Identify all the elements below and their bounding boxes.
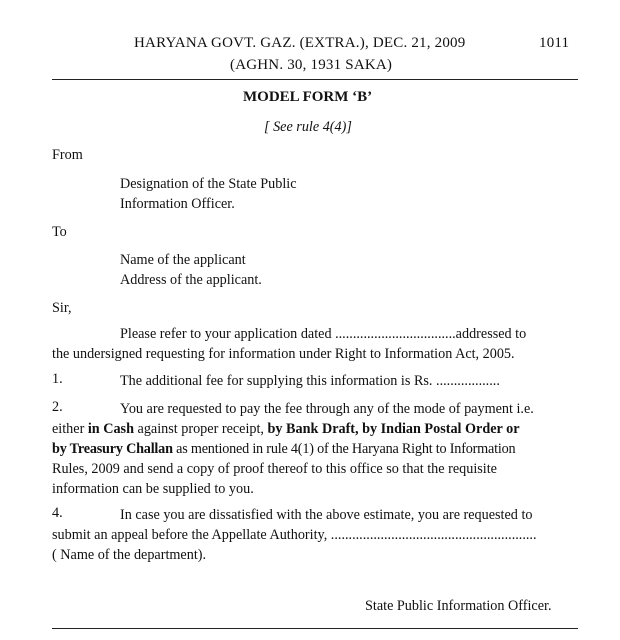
item-2-text-d: by Bank Draft, by Indian Postal Order or	[267, 421, 520, 437]
item-2-text-a: either	[52, 421, 88, 437]
item-2-text-f: as mentioned in rule 4(1) of the Haryana Right to Information	[172, 441, 516, 457]
salutation: Sir,	[52, 300, 72, 316]
from-label: From	[52, 147, 83, 163]
intro-line-2: the undersigned requesting for information under Right to Information Act, 2005.	[52, 346, 515, 362]
footer-rule	[52, 628, 578, 629]
signature-designation: State Public Information Officer.	[365, 598, 552, 614]
to-label: To	[52, 224, 67, 240]
item-2-line-3	[52, 439, 515, 459]
gazette-subheader: (AGHN. 30, 1931 SAKA)	[230, 57, 393, 73]
item-4-number: 4.	[52, 505, 63, 521]
intro-line-1: Please refer to your application dated ..................................addressed to	[120, 326, 527, 342]
item-4-line-1: In case you are dissatisfied with the above estimate, you are requested to	[120, 507, 533, 523]
to-line-2: Address of the applicant.	[120, 272, 262, 288]
from-line-2: Information Officer.	[120, 196, 235, 212]
item-2-line-2	[52, 419, 520, 439]
item-2-text-b: in Cash	[87, 421, 134, 437]
item-4-line-3: ( Name of the department).	[52, 547, 207, 563]
header-rule	[52, 79, 578, 80]
page-number: 1011	[539, 35, 570, 51]
item-2-number: 2.	[52, 399, 63, 415]
item-1-text: The additional fee for supplying this information is Rs. ..................	[120, 373, 500, 389]
item-4-line-2: submit an appeal before the Appellate Authority, ..........................................................	[52, 527, 537, 543]
item-2-line-1: You are requested to pay the fee through any of the mode of payment i.e.	[120, 401, 534, 417]
item-1-number: 1.	[52, 371, 63, 387]
form-title: MODEL FORM ‘B’	[243, 89, 373, 105]
item-2-line-4: Rules, 2009 and send a copy of proof thereof to this office so that the requisite	[52, 461, 497, 477]
item-2-text-c: against proper receipt,	[133, 421, 268, 437]
item-2-text-e: by Treasury Challan	[52, 441, 173, 457]
to-line-1: Name of the applicant	[120, 252, 246, 268]
item-2-line-5: information can be supplied to you.	[52, 481, 254, 497]
from-line-1: Designation of the State Public	[120, 176, 297, 192]
gazette-header: HARYANA GOVT. GAZ. (EXTRA.), DEC. 21, 2009	[134, 35, 466, 51]
rule-reference: [ See rule 4(4)]	[264, 119, 352, 135]
